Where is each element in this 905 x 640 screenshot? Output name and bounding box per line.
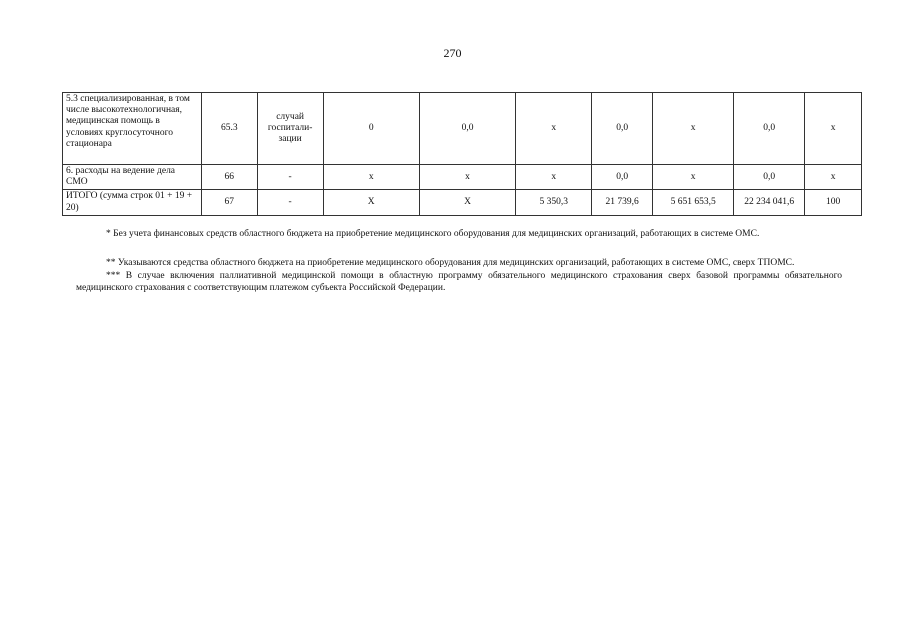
table-row — [63, 93, 862, 165]
row-value: x — [805, 165, 862, 190]
row-value: 0 — [323, 93, 419, 165]
row-unit: - — [257, 165, 323, 190]
row-unit: - — [257, 190, 323, 215]
row-name: ИТОГО (сумма строк 01 + 19 + 20) — [63, 190, 202, 215]
row-value: 5 651 653,5 — [653, 190, 734, 215]
row-value: 0,0 — [734, 93, 805, 165]
row-value: 0,0 — [419, 93, 515, 165]
footnote-2: ** Указываются средства областного бюджета на приобретение медицинского оборудования для медицинских организаций, работающих в системе ОМС, сверх ТПОМС. — [106, 257, 795, 268]
footnote-3: *** В случае включения паллиативной медицинской помощи в областную программу обязательного медицинского страхования сверх базовой программы обязательного медицинского страхования с соответствующим платежом субъекта Российской Федерации. — [76, 270, 842, 294]
row-value: x — [653, 93, 734, 165]
row-code: 66 — [201, 165, 257, 190]
row-value: X — [323, 190, 419, 215]
row-value: x — [805, 93, 862, 165]
table-row — [63, 165, 862, 190]
row-value: x — [323, 165, 419, 190]
row-value: x — [419, 165, 515, 190]
row-value: 100 — [805, 190, 862, 215]
row-code: 65.3 — [201, 93, 257, 165]
table-body — [63, 93, 862, 216]
table-row — [63, 190, 862, 215]
row-code: 67 — [201, 190, 257, 215]
footnote-1: * Без учета финансовых средств областного бюджета на приобретение медицинского оборудования для медицинских организаций, работающих в системе ОМС. — [106, 229, 760, 239]
row-value: 5 350,3 — [516, 190, 592, 215]
row-value: x — [516, 165, 592, 190]
footnotes — [76, 228, 842, 295]
row-value: 21 739,6 — [592, 190, 653, 215]
row-name: 5.3 специализированная, в том числе высокотехнологичная, медицинская помощь в условиях круглосуточного стационара — [63, 93, 202, 165]
row-value: x — [653, 165, 734, 190]
page-number: 270 — [443, 46, 462, 60]
row-unit: случай госпитали-зации — [257, 93, 323, 165]
financing-table — [62, 92, 862, 216]
row-value: 0,0 — [592, 93, 653, 165]
row-value: x — [516, 93, 592, 165]
row-name: 6. расходы на ведение дела СМО — [63, 165, 202, 190]
row-value: 22 234 041,6 — [734, 190, 805, 215]
row-value: X — [419, 190, 515, 215]
row-value: 0,0 — [592, 165, 653, 190]
row-value: 0,0 — [734, 165, 805, 190]
